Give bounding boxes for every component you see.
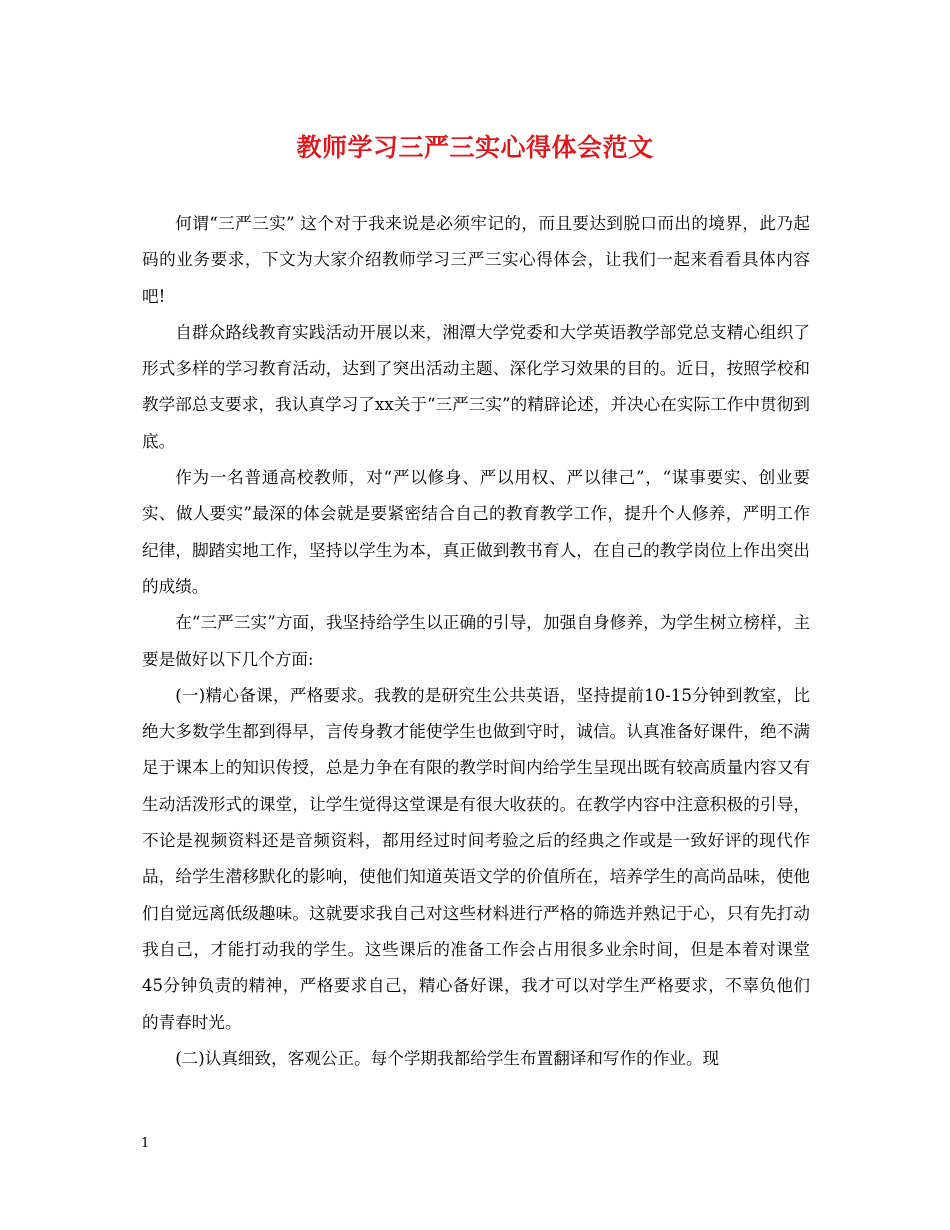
paragraph: 在“三严三实”方面，我坚持给学生以正确的引导，加强自身修养，为学生树立榜样，主要是做好以下几个方面: (142, 613, 810, 669)
document-body (142, 206, 810, 1077)
document-title: 教师学习三严三实心得体会范文 (296, 133, 654, 162)
page-number: 1 (141, 1136, 150, 1151)
paragraph: 自群众路线教育实践活动开展以来，湘潭大学党委和大学英语教学部党总支精心组织了形式多样的学习教育活动，达到了突出活动主题、深化学习效果的目的。近日，按照学校和教学部总支要求，我认真学习了xx关于“三严三实”的精辟论述，并决心在实际工作中贯彻到底。 (142, 322, 810, 451)
paragraph: 何谓“三严三实” 这个对于我来说是必须牢记的，而且要达到脱口而出的境界，此乃起码的业务要求，下文为大家介绍教师学习三严三实心得体会，让我们一起来看看具体内容吧! (142, 214, 810, 306)
paragraph: (二)认真细致，客观公正。每个学期我都给学生布置翻译和写作的作业。现 (175, 1048, 720, 1068)
paragraph: 作为一名普通高校教师，对“严以修身、严以用权、严以律己”，“谋事要实、创业要实、做人要实”最深的体会就是要紧密结合自己的教育教学工作，提升个人修养，严明工作纪律，脚踏实地工作，坚持以学生为本，真正做到教书育人，在自己的教学岗位上作出突出的成绩。 (142, 468, 810, 596)
paragraph: (一)精心备课，严格要求。我教的是研究生公共英语，坚持提前10-15分钟到教室，比绝大多数学生都到得早，言传身教才能使学生也做到守时，诚信。认真准备好课件，绝不满足于课本上的知识传授，总是力争在有限的教学时间内给学生呈现出既有较高质量内容又有生动活泼形式的课堂，让学生觉得这堂课是有很大收获的。在教学内容中注意积极的引导，不论是视频资料还是音频资料，都用经过时间考验之后的经典之作或是一致好评的现代作品，给学生潜移默化的影响，使他们知道英语文学的价值所在，培养学生的高尚品味，使他们自觉远离低级趣味。这就要求我自己对这些材料进行严格的筛选并熟记于心，只有先打动我自己，才能打动我的学生。这些课后的准备工作会占用很多业余时间，但是本着对课堂45分钟负责的精神，严格要求自己，精心备好课，我才可以对学生严格要求，不辜负他们的青春时光。 (142, 685, 810, 1032)
